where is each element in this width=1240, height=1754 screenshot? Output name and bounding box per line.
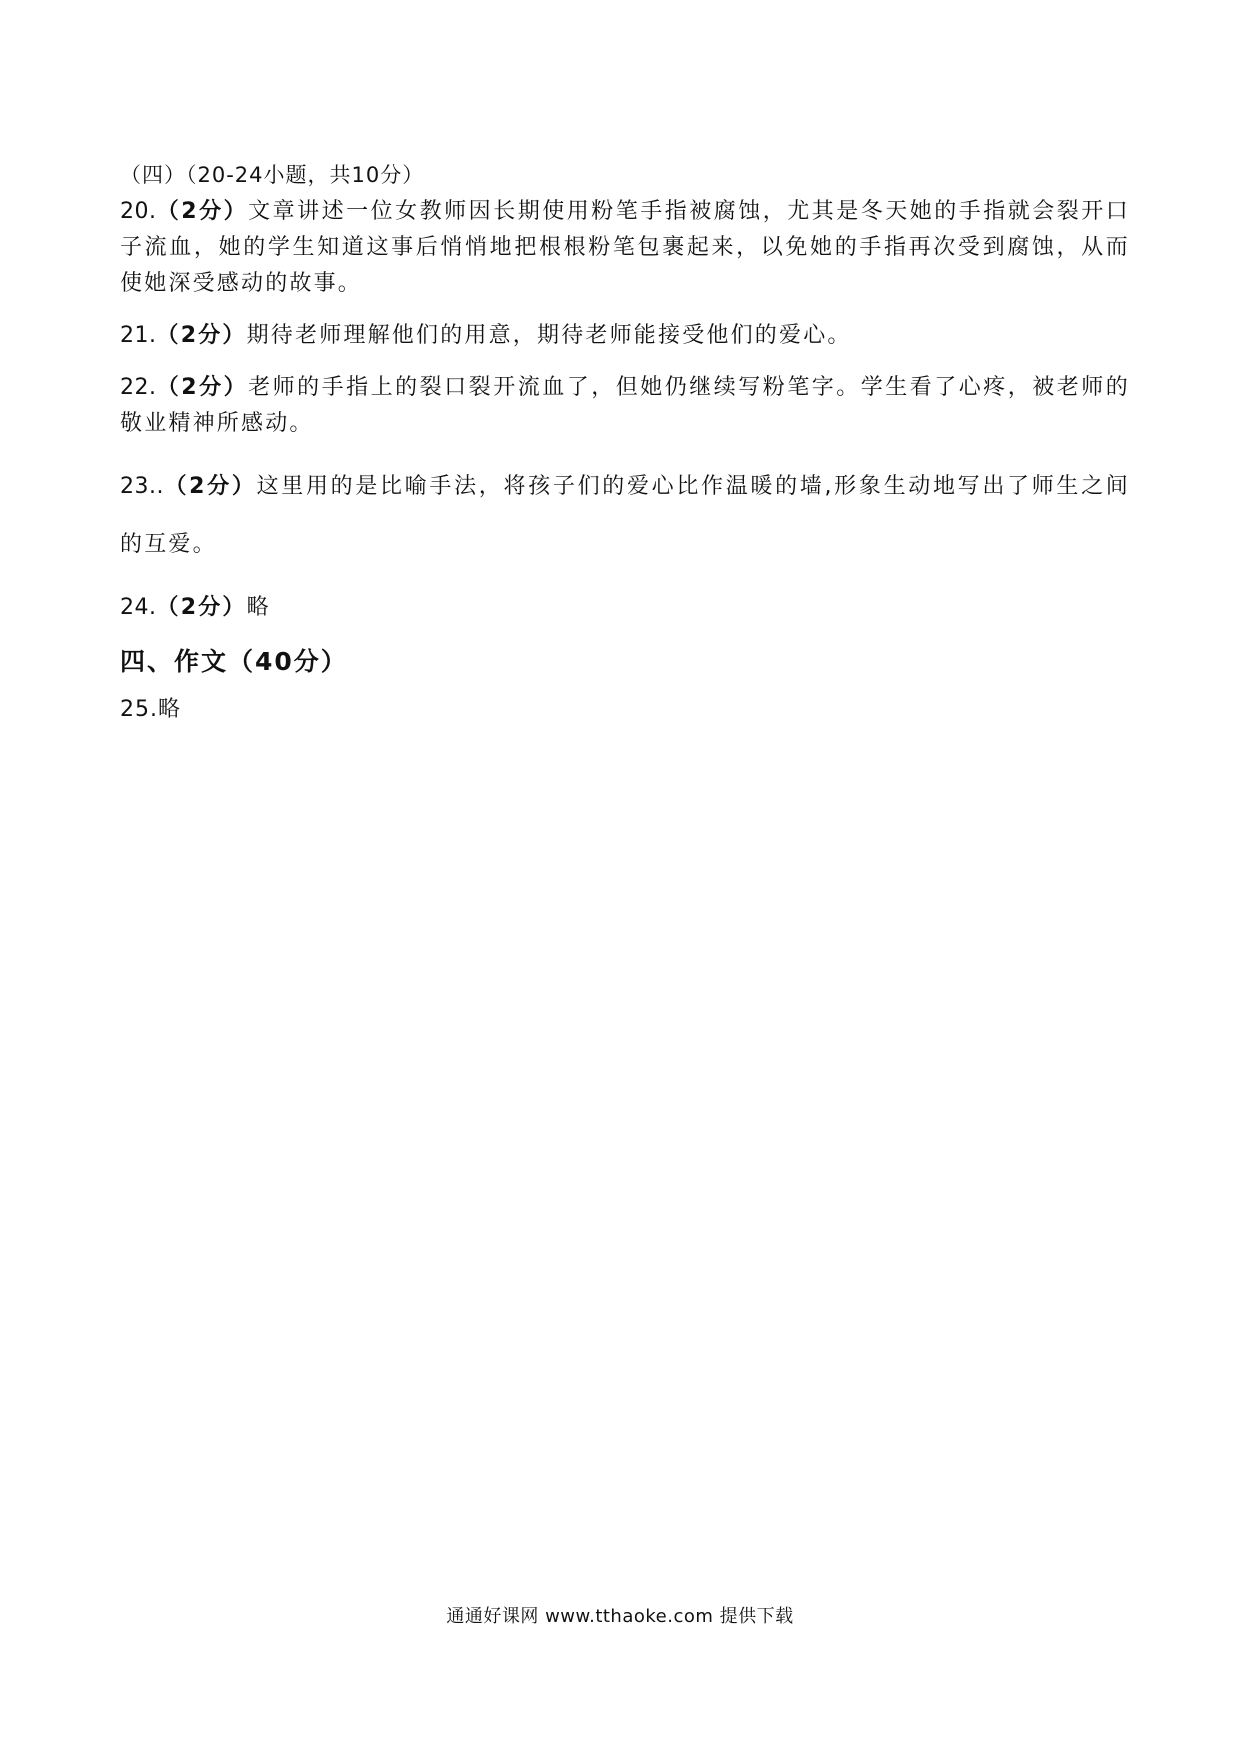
- answer-number: 24.: [120, 595, 157, 620]
- answer-score: （2分）: [156, 375, 249, 400]
- section-subtitle: （四）（20-24小题，共10分）: [120, 163, 425, 187]
- answer-score: （2分）: [156, 199, 249, 224]
- answer-23: [120, 458, 1130, 574]
- answer-number: 22.: [120, 375, 157, 400]
- answer-number: 21.: [120, 323, 157, 348]
- answer-text: 文章讲述一位女教师因长期使用粉笔手指被腐蚀，尤其是冬天她的手指就会裂开口子流血，她的学生知道这事后悄悄地把根根粉笔包裹起来，以免她的手指再次受到腐蚀，从而使她深受感动的故事。: [120, 199, 1131, 296]
- answer-25: 25.略: [120, 697, 181, 722]
- answer-text: 老师的手指上的裂口裂开流血了，但她仍继续写粉笔字。学生看了心疼，被老师的敬业精神所感动。: [120, 375, 1131, 436]
- page-footer: 通通好课网 www.tthaoke.com 提供下载: [446, 1606, 794, 1627]
- answer-text: 略: [246, 595, 271, 620]
- answer-content: [120, 160, 1130, 728]
- answer-score: （2分）: [163, 474, 257, 499]
- section-heading: 四、作文（40分）: [120, 647, 348, 676]
- answer-text: 这里用的是比喻手法，将孩子们的爱心比作温暖的墙,形象生动地写出了师生之间的互爱。: [120, 474, 1130, 557]
- answer-24: [120, 590, 1130, 626]
- answer-score: （2分）: [156, 323, 247, 348]
- answer-22: [120, 370, 1130, 442]
- answer-score: （2分）: [156, 595, 247, 620]
- answer-number: 23..: [120, 474, 164, 499]
- answer-20: [120, 194, 1130, 302]
- answer-text: 期待老师理解他们的用意，期待老师能接受他们的爱心。: [246, 323, 852, 348]
- answer-21: [120, 318, 1130, 354]
- answer-number: 20.: [120, 199, 157, 224]
